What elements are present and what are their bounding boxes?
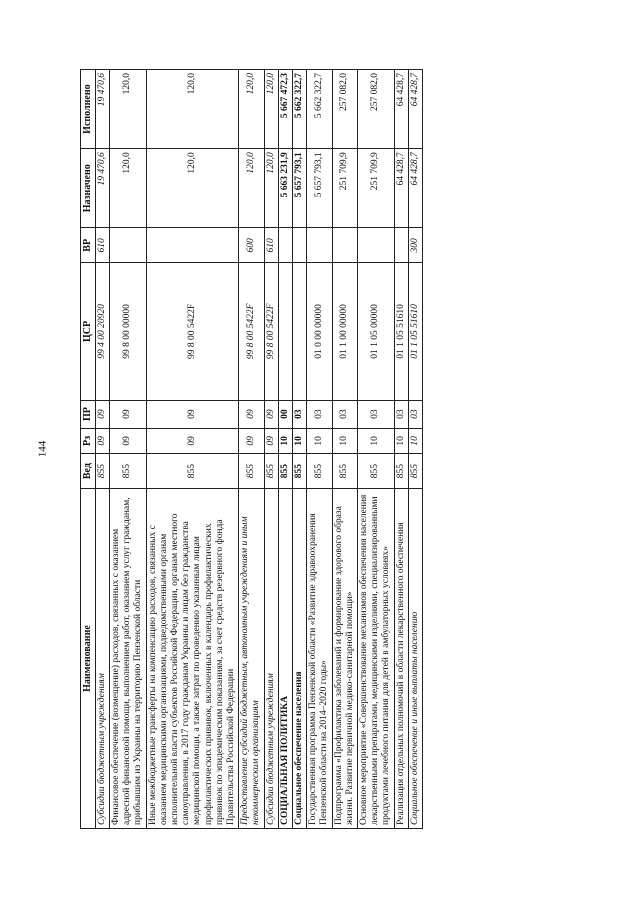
cell-vr (293, 228, 307, 263)
cell-csr: 01 1 05 51610 (394, 263, 408, 400)
cell-name: Предоставление субсидий бюджетным, автономным учреждениям и иным некоммерческим организациям (239, 489, 264, 829)
cell-rz: 10 (358, 428, 395, 454)
cell-vr (332, 228, 357, 263)
cell-name: Социальное обеспечение населения (293, 489, 307, 829)
cell-name: Иные межбюджетные трансферты на компенсацию расходов, связанных с оказанием медицинскими организациями, подведомственными органам исполнительной власти субъектов Российской Федерации, органам местного самоуправления, в 2017 году гражданам Украины и лицам без гражданства медицинской помощи, а также затрат по проведению указанным лицам профилактических прививок, включенных в календарь профилактических прививок по эпидемическим показаниям, за счет средств резервного фонда Правительства Российской Федерации (146, 489, 239, 829)
cell-executed: 257 082,0 (358, 70, 395, 149)
cell-rz: 10 (408, 428, 422, 454)
cell-csr: 01 1 00 00000 (332, 263, 357, 400)
table-header-row (81, 70, 96, 829)
table-row (95, 70, 109, 829)
budget-table-container (80, 69, 580, 829)
table-row (408, 70, 422, 829)
cell-executed: 120,0 (239, 70, 264, 149)
cell-csr (278, 263, 292, 400)
cell-pr: 03 (293, 400, 307, 428)
table-row (293, 70, 307, 829)
cell-ved: 855 (110, 454, 147, 489)
cell-executed: 64 428,7 (394, 70, 408, 149)
header-name: Наименование (81, 489, 96, 829)
table-row (146, 70, 239, 829)
table-row (358, 70, 395, 829)
cell-name: Основное мероприятие «Совершенствование механизмов обеспечения населения лекарственными препаратами, медицинскими изделиями, специализированными продуктами лечебного питания для детей в амбулаторных условиях» (358, 489, 395, 829)
cell-vr (110, 228, 147, 263)
cell-csr: 01 1 05 51610 (408, 263, 422, 400)
cell-ved: 855 (394, 454, 408, 489)
table-row (332, 70, 357, 829)
cell-assigned: 5 657 793,1 (307, 149, 332, 228)
budget-table (80, 69, 423, 829)
cell-executed: 64 428,7 (408, 70, 422, 149)
cell-executed: 5 667 472,3 (278, 70, 292, 149)
cell-assigned: 251 709,9 (332, 149, 357, 228)
cell-vr (394, 228, 408, 263)
cell-vr: 600 (239, 228, 264, 263)
header-ved: Вед (81, 454, 96, 489)
cell-csr: 99 4 00 20920 (95, 263, 109, 400)
cell-csr: 99 8 00 00000 (110, 263, 147, 400)
cell-assigned: 19 470,6 (95, 149, 109, 228)
cell-rz: 10 (332, 428, 357, 454)
cell-ved: 855 (239, 454, 264, 489)
cell-name: Финансовое обеспечение (возмещение) расходов, связанных с оказанием адресной финансовой помощи, выполнением работ, оказанием услуг гражданам, прибывшим из Украины на территорию Пензенской области (110, 489, 147, 829)
cell-vr (358, 228, 395, 263)
cell-rz: 09 (95, 428, 109, 454)
cell-assigned: 5 657 793,1 (293, 149, 307, 228)
header-csr: ЦСР (81, 263, 96, 400)
cell-pr: 09 (264, 400, 278, 428)
cell-pr: 09 (110, 400, 147, 428)
cell-rz: 10 (307, 428, 332, 454)
table-row (394, 70, 408, 829)
cell-executed: 5 662 322,7 (293, 70, 307, 149)
cell-vr (307, 228, 332, 263)
cell-name: Реализация отдельных полномочий в области лекарственного обеспечения (394, 489, 408, 829)
cell-name: Субсидии бюджетным учреждениям (264, 489, 278, 829)
cell-assigned: 120,0 (264, 149, 278, 228)
cell-assigned: 120,0 (239, 149, 264, 228)
cell-assigned: 251 709,9 (358, 149, 395, 228)
cell-ved: 855 (307, 454, 332, 489)
cell-pr: 03 (358, 400, 395, 428)
header-vr: ВР (81, 228, 96, 263)
cell-executed: 19 470,6 (95, 70, 109, 149)
cell-vr: 300 (408, 228, 422, 263)
cell-pr: 09 (239, 400, 264, 428)
cell-ved: 855 (408, 454, 422, 489)
cell-csr: 01 1 05 00000 (358, 263, 395, 400)
cell-rz: 09 (110, 428, 147, 454)
cell-csr: 01 0 00 00000 (307, 263, 332, 400)
cell-ved: 855 (146, 454, 239, 489)
cell-rz: 10 (293, 428, 307, 454)
cell-pr: 03 (307, 400, 332, 428)
cell-executed: 257 082,0 (332, 70, 357, 149)
cell-csr (293, 263, 307, 400)
cell-name: СОЦИАЛЬНАЯ ПОЛИТИКА (278, 489, 292, 829)
cell-ved: 855 (332, 454, 357, 489)
cell-rz: 09 (264, 428, 278, 454)
cell-vr: 610 (95, 228, 109, 263)
cell-pr: 03 (394, 400, 408, 428)
table-row (264, 70, 278, 829)
header-executed: Исполнено (81, 70, 96, 149)
table-row (110, 70, 147, 829)
cell-executed: 5 662 322,7 (307, 70, 332, 149)
cell-executed: 120,0 (110, 70, 147, 149)
cell-pr: 00 (278, 400, 292, 428)
cell-name: Государственная программа Пензенской области «Развитие здравоохранения Пензенской области на 2014–2020 годы» (307, 489, 332, 829)
cell-ved: 855 (293, 454, 307, 489)
table-row (307, 70, 332, 829)
cell-name: Подпрограмма «Профилактика заболеваний и формирование здорового образа жизни. Развитие первичной медико-санитарной помощи» (332, 489, 357, 829)
cell-pr: 03 (408, 400, 422, 428)
page-number: 144 (36, 440, 49, 458)
cell-ved: 855 (358, 454, 395, 489)
cell-name: Социальное обеспечение и иные выплаты населению (408, 489, 422, 829)
cell-vr (278, 228, 292, 263)
cell-ved: 855 (278, 454, 292, 489)
cell-executed: 120,0 (264, 70, 278, 149)
cell-assigned: 5 663 231,9 (278, 149, 292, 228)
header-rz: Рз (81, 428, 96, 454)
cell-assigned: 120,0 (146, 149, 239, 228)
cell-rz: 10 (278, 428, 292, 454)
cell-vr (146, 228, 239, 263)
cell-csr: 99 8 00 5422F (264, 263, 278, 400)
cell-pr: 09 (95, 400, 109, 428)
cell-ved: 855 (264, 454, 278, 489)
cell-rz: 09 (146, 428, 239, 454)
cell-rz: 09 (239, 428, 264, 454)
cell-assigned: 120,0 (110, 149, 147, 228)
cell-name: Субсидии бюджетным учреждениям (95, 489, 109, 829)
cell-pr: 09 (146, 400, 239, 428)
cell-csr: 99 8 00 5422F (239, 263, 264, 400)
cell-rz: 10 (394, 428, 408, 454)
header-assigned: Назначено (81, 149, 96, 228)
cell-ved: 855 (95, 454, 109, 489)
cell-csr: 99 8 00 5422F (146, 263, 239, 400)
header-pr: ПР (81, 400, 96, 428)
cell-executed: 120,0 (146, 70, 239, 149)
cell-assigned: 64 428,7 (408, 149, 422, 228)
table-row (278, 70, 292, 829)
cell-pr: 03 (332, 400, 357, 428)
cell-assigned: 64 428,7 (394, 149, 408, 228)
table-row (239, 70, 264, 829)
cell-vr: 610 (264, 228, 278, 263)
